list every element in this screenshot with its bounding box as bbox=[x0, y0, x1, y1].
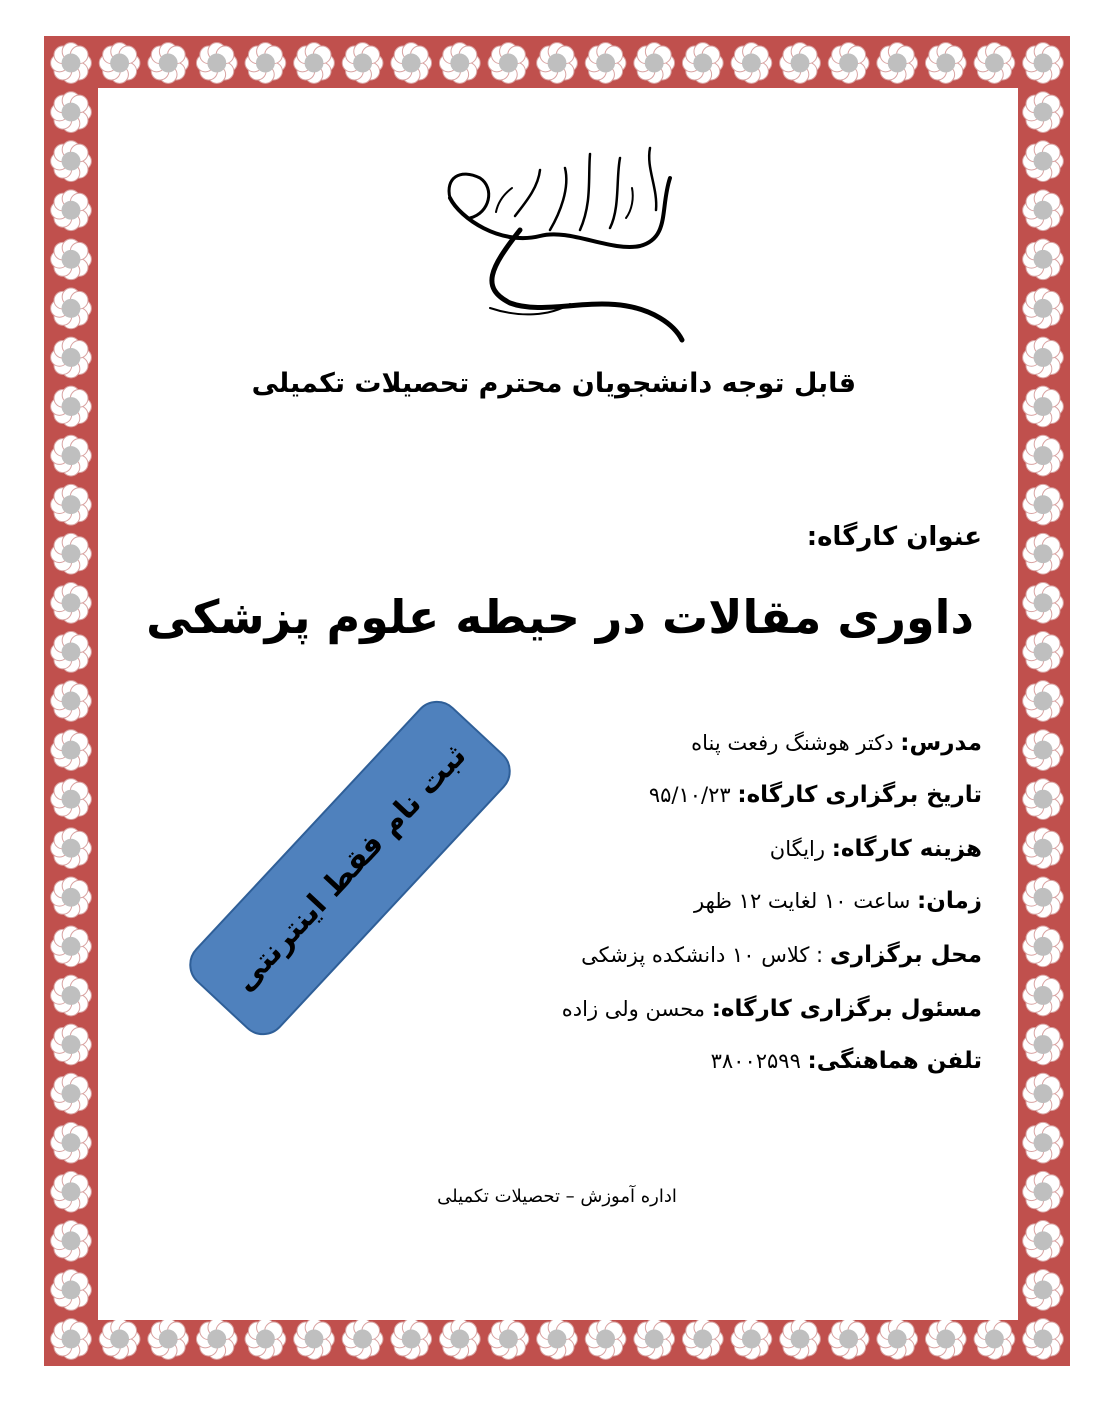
border-flower-icon bbox=[1023, 1270, 1064, 1311]
border-flower-icon bbox=[51, 828, 92, 869]
border-flower-icon bbox=[682, 43, 723, 84]
detail-value: : کلاس ۱۰ دانشکده پزشکی bbox=[581, 943, 830, 967]
border-flower-icon bbox=[780, 43, 821, 84]
border-flower-icon bbox=[1023, 926, 1064, 967]
border-flower-icon bbox=[1023, 1220, 1064, 1261]
border-flower-icon bbox=[537, 1319, 578, 1360]
border-flower-icon bbox=[51, 484, 92, 525]
border-flower-icon bbox=[51, 877, 92, 918]
border-flower-icon bbox=[974, 43, 1015, 84]
detail-value: ساعت ۱۰ لغایت ۱۲ ظهر bbox=[694, 889, 918, 913]
border-flower-icon bbox=[99, 1319, 140, 1360]
border-flower-icon bbox=[1023, 632, 1064, 673]
detail-value: ۹۵/۱۰/۲۳ bbox=[648, 783, 738, 807]
border-flower-icon bbox=[925, 1319, 966, 1360]
border-flower-icon bbox=[51, 288, 92, 329]
border-flower-icon bbox=[391, 43, 432, 84]
border-flower-icon bbox=[634, 1319, 675, 1360]
border-flower-icon bbox=[245, 1319, 286, 1360]
border-flower-icon bbox=[1023, 730, 1064, 771]
border-flower-icon bbox=[828, 1319, 869, 1360]
svg-text:بسم الله الرحمن الرحیم: بسم الله الرحمن الرحیم bbox=[555, 354, 566, 355]
badge-text: ثبت نام فقط اینترنتی bbox=[227, 737, 473, 999]
border-flower-icon bbox=[1023, 484, 1064, 525]
border-flower-icon bbox=[828, 43, 869, 84]
border-flower-icon bbox=[51, 43, 92, 84]
detail-label: مسئول برگزاری کارگاه: bbox=[711, 996, 982, 1022]
detail-label: هزینه کارگاه: bbox=[831, 836, 982, 862]
border-flower-icon bbox=[1023, 92, 1064, 133]
detail-label: مدرس: bbox=[900, 730, 982, 756]
border-flower-icon bbox=[51, 435, 92, 476]
border-flower-icon bbox=[780, 1319, 821, 1360]
notice-heading: قابل توجه دانشجویان محترم تحصیلات تکمیلی bbox=[251, 368, 856, 399]
border-flower-icon bbox=[51, 92, 92, 133]
detail-row-cost bbox=[770, 836, 982, 862]
border-flower-icon bbox=[51, 975, 92, 1016]
detail-label: محل برگزاری bbox=[829, 942, 982, 968]
detail-value: ۳۸۰۰۲۵۹۹ bbox=[710, 1049, 808, 1073]
border-flower-icon bbox=[1023, 779, 1064, 820]
border-flower-icon bbox=[51, 386, 92, 427]
border-flower-icon bbox=[51, 1024, 92, 1065]
detail-row-phone bbox=[711, 1048, 982, 1074]
workshop-title-label: عنوان کارگاه: bbox=[806, 522, 982, 552]
border-flower-icon bbox=[51, 337, 92, 378]
border-flower-icon bbox=[99, 43, 140, 84]
border-flower-icon bbox=[974, 1319, 1015, 1360]
detail-value: محسن ولی زاده bbox=[561, 997, 712, 1021]
detail-row-time bbox=[694, 888, 982, 914]
border-flower-icon bbox=[294, 1319, 335, 1360]
border-flower-icon bbox=[585, 1319, 626, 1360]
footer-office: اداره آموزش – تحصیلات تکمیلی bbox=[437, 1186, 677, 1207]
border-flower-icon bbox=[51, 926, 92, 967]
border-flower-icon bbox=[731, 1319, 772, 1360]
border-flower-icon bbox=[877, 43, 918, 84]
border-flower-icon bbox=[488, 43, 529, 84]
border-flower-icon bbox=[51, 190, 92, 231]
border-flower-icon bbox=[51, 632, 92, 673]
border-flower-icon bbox=[682, 1319, 723, 1360]
border-flower-icon bbox=[925, 43, 966, 84]
border-flower-icon bbox=[196, 1319, 237, 1360]
border-flower-icon bbox=[342, 43, 383, 84]
detail-row-date bbox=[649, 782, 982, 808]
border-flower-icon bbox=[51, 1073, 92, 1114]
detail-value: رایگان bbox=[769, 837, 832, 861]
border-flower-icon bbox=[634, 43, 675, 84]
detail-label: زمان: bbox=[917, 888, 982, 914]
border-flower-icon bbox=[1023, 975, 1064, 1016]
border-flower-icon bbox=[1023, 190, 1064, 231]
border-flower-icon bbox=[1023, 1319, 1064, 1360]
border-flower-icon bbox=[488, 1319, 529, 1360]
border-flower-icon bbox=[1023, 828, 1064, 869]
bismillah-calligraphy bbox=[420, 118, 690, 358]
border-flower-icon bbox=[1023, 386, 1064, 427]
border-flower-icon bbox=[1023, 141, 1064, 182]
border-flower-icon bbox=[1023, 239, 1064, 280]
workshop-title: داوری مقالات در حیطه علوم پزشکی bbox=[146, 590, 974, 644]
border-flower-icon bbox=[294, 43, 335, 84]
border-flower-icon bbox=[51, 239, 92, 280]
border-flower-icon bbox=[51, 1270, 92, 1311]
border-flower-icon bbox=[439, 43, 480, 84]
detail-row-instructor bbox=[691, 730, 982, 756]
border-flower-icon bbox=[148, 43, 189, 84]
border-flower-icon bbox=[1023, 877, 1064, 918]
detail-row-venue bbox=[581, 942, 982, 968]
border-flower-icon bbox=[1023, 533, 1064, 574]
detail-row-organizer bbox=[562, 996, 982, 1022]
border-flower-icon bbox=[877, 1319, 918, 1360]
border-flower-icon bbox=[51, 779, 92, 820]
border-flower-icon bbox=[51, 1122, 92, 1163]
border-flower-icon bbox=[51, 1319, 92, 1360]
border-flower-icon bbox=[731, 43, 772, 84]
border-flower-icon bbox=[51, 533, 92, 574]
border-flower-icon bbox=[1023, 1122, 1064, 1163]
border-flower-icon bbox=[342, 1319, 383, 1360]
border-flower-icon bbox=[439, 1319, 480, 1360]
border-flower-icon bbox=[1023, 1073, 1064, 1114]
border-flower-icon bbox=[51, 582, 92, 623]
border-flower-icon bbox=[1023, 681, 1064, 722]
detail-value: دکتر هوشنگ رفعت پناه bbox=[691, 731, 901, 755]
border-flower-icon bbox=[391, 1319, 432, 1360]
border-flower-icon bbox=[51, 141, 92, 182]
border-flower-icon bbox=[1023, 43, 1064, 84]
border-flower-icon bbox=[1023, 435, 1064, 476]
border-flower-icon bbox=[1023, 1024, 1064, 1065]
border-flower-icon bbox=[585, 43, 626, 84]
border-flower-icon bbox=[51, 730, 92, 771]
border-flower-icon bbox=[1023, 582, 1064, 623]
border-flower-icon bbox=[51, 1220, 92, 1261]
border-flower-icon bbox=[245, 43, 286, 84]
border-flower-icon bbox=[148, 1319, 189, 1360]
border-flower-icon bbox=[51, 681, 92, 722]
border-flower-icon bbox=[1023, 337, 1064, 378]
border-flower-icon bbox=[1023, 288, 1064, 329]
border-flower-icon bbox=[196, 43, 237, 84]
detail-label: تلفن هماهنگی: bbox=[807, 1048, 982, 1074]
detail-label: تاریخ برگزاری کارگاه: bbox=[737, 782, 982, 808]
border-flower-icon bbox=[537, 43, 578, 84]
